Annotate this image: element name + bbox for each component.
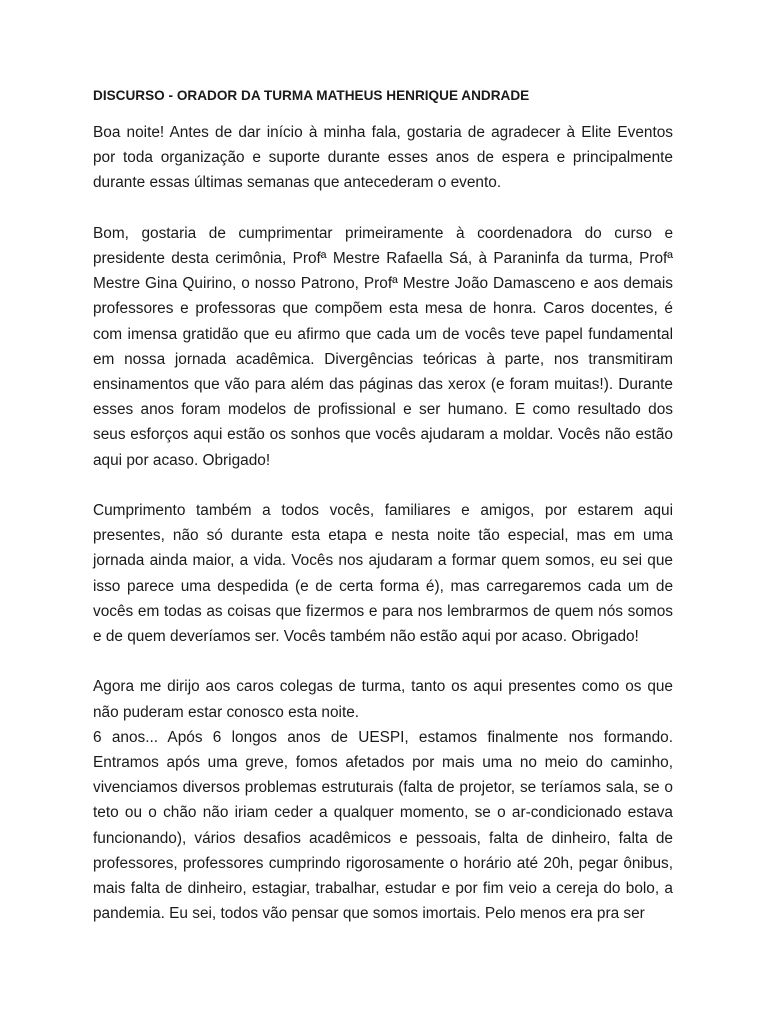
paragraph-thanks: Boa noite! Antes de dar início à minha fala, gostaria de agradecer à Elite Eventos por toda organização e suporte durante esses anos de espera e principalmente durante essas últimas semanas que antecederam o evento. bbox=[93, 124, 673, 192]
paragraph-colleagues-intro: Agora me dirijo aos caros colegas de turma, tanto os aqui presentes como os que não puderam estar conosco esta noite. bbox=[93, 678, 673, 721]
document-title: DISCURSO - ORADOR DA TURMA MATHEUS HENRIQUE ANDRADE bbox=[93, 88, 530, 103]
paragraph-greeting-family: Cumprimento também a todos vocês, familiares e amigos, por estarem aqui presentes, não só durante esta etapa e nesta noite tão especial, mas em uma jornada ainda maior, a vida. Vocês nos ajudaram a formar quem somos, eu sei que isso parece uma despedida (e de certa forma é), mas carregaremos cada um de vocês em todas as coisas que fizermos e para nos lembrarmos de quem nós somos e de quem deveríamos ser. Vocês também não estão aqui por acaso. Obrigado! bbox=[93, 502, 673, 646]
paragraph-six-years: 6 anos... Após 6 longos anos de UESPI, estamos finalmente nos formando. Entramos após uma greve, fomos afetados por mais uma no meio do caminho, vivenciamos diversos problemas estruturais (falta de projetor, se teríamos sala, se o teto ou o chão não iriam ceder a qualquer momento, se o ar-condicionado estava funcionando), vários desafios acadêmicos e pessoais, falta de dinheiro, falta de professores, professores cumprindo rigorosamente o horário até 20h, pegar ônibus, mais falta de dinheiro, estagiar, trabalhar, estudar e por fim veio a cereja do bolo, a pandemia. Eu sei, todos vão pensar que somos imortais. Pelo menos era pra ser bbox=[93, 728, 673, 923]
paragraph-greeting-professors: Bom, gostaria de cumprimentar primeiramente à coordenadora do curso e presidente desta cerimônia, Profª Mestre Rafaella Sá, à Paraninfa da turma, Profª Mestre Gina Quirino, o nosso Patrono, Profª Mestre João Damasceno e aos demais professores e professoras que compõem esta mesa de honra. Caros docentes, é com imensa gratidão que eu afirmo que cada um de vocês teve papel fundamental em nossa jornada acadêmica. Divergências teóricas à parte, nos transmitiram ensinamentos que vão para além das páginas das xerox (e foram muitas!). Durante esses anos foram modelos de profissional e ser humano. E como resultado dos seus esforços aqui estão os sonhos que vocês ajudaram a moldar. Vocês não estão aqui por acaso. Obrigado! bbox=[93, 224, 673, 469]
document-page bbox=[93, 86, 673, 926]
